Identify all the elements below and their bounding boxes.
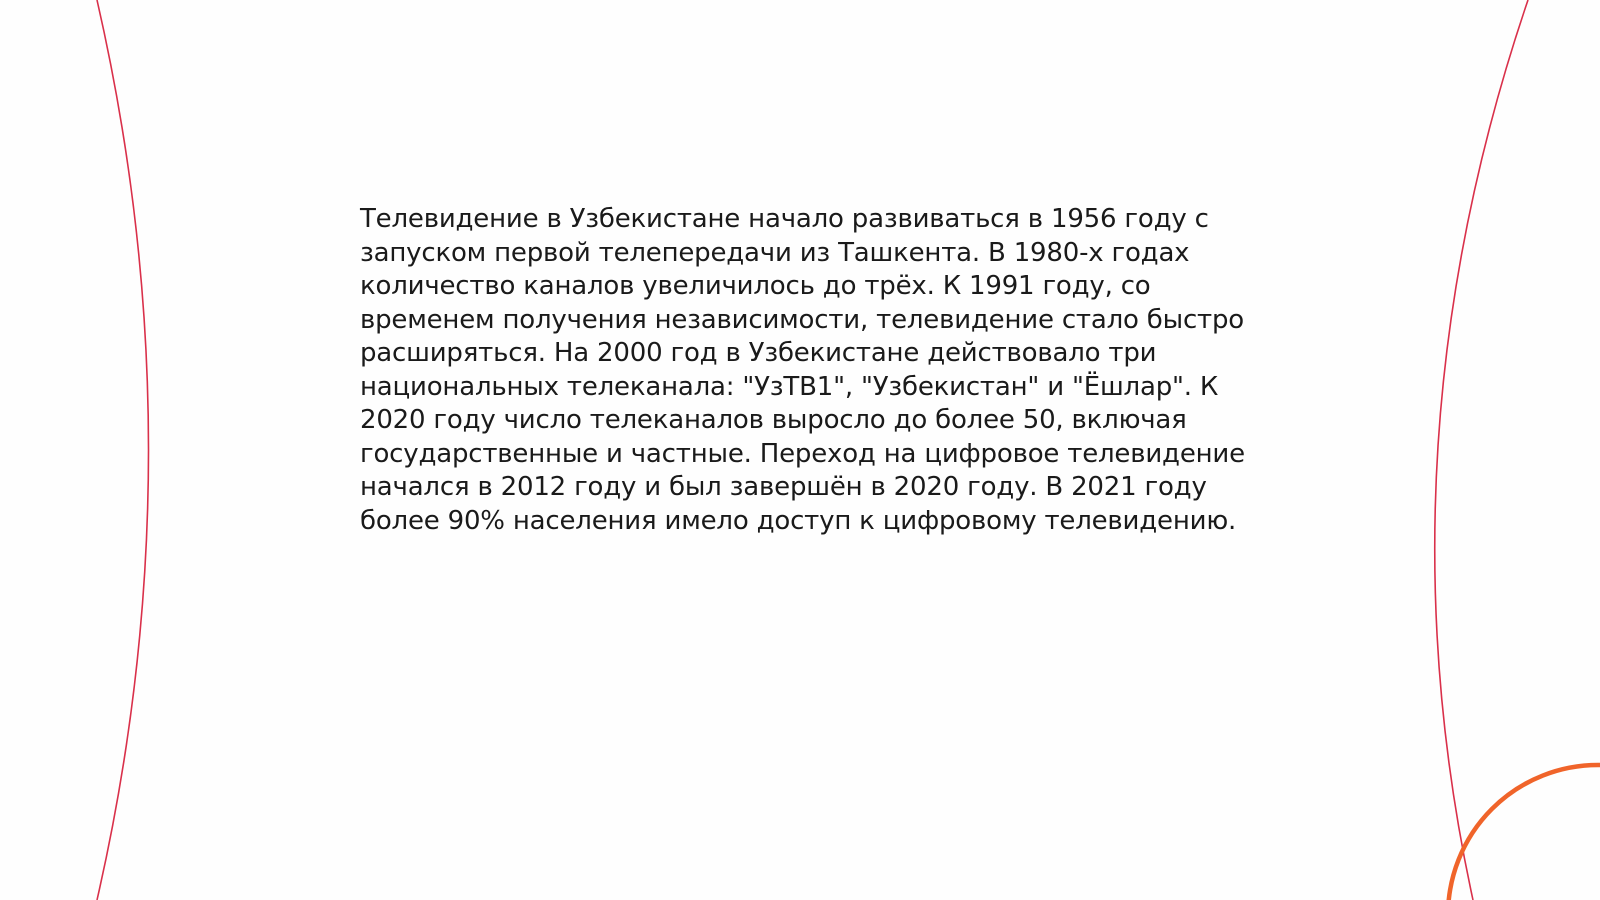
left-curve-line (97, 0, 149, 900)
orange-arc (1448, 765, 1600, 900)
body-paragraph: Телевидение в Узбекистане начало развиваться в 1956 году с запуском первой телепередачи из Ташкента. В 1980-х годах количество каналов увеличилось до трёх. К 1991 году, со временем получения независимости, телевидение стало быстро расширяться. На 2000 год в Узбекистане действовало три национальных телеканала: "УзТВ1", "Узбекистан" и "Ёшлар". К 2020 году число телеканалов выросло до более 50, включая государственные и частные. Переход на цифровое телевидение начался в 2012 году и был завершён в 2020 году. В 2021 году более 90% населения имело доступ к цифровому телевидению. (360, 204, 1245, 536)
right-curve-line (1435, 0, 1528, 900)
